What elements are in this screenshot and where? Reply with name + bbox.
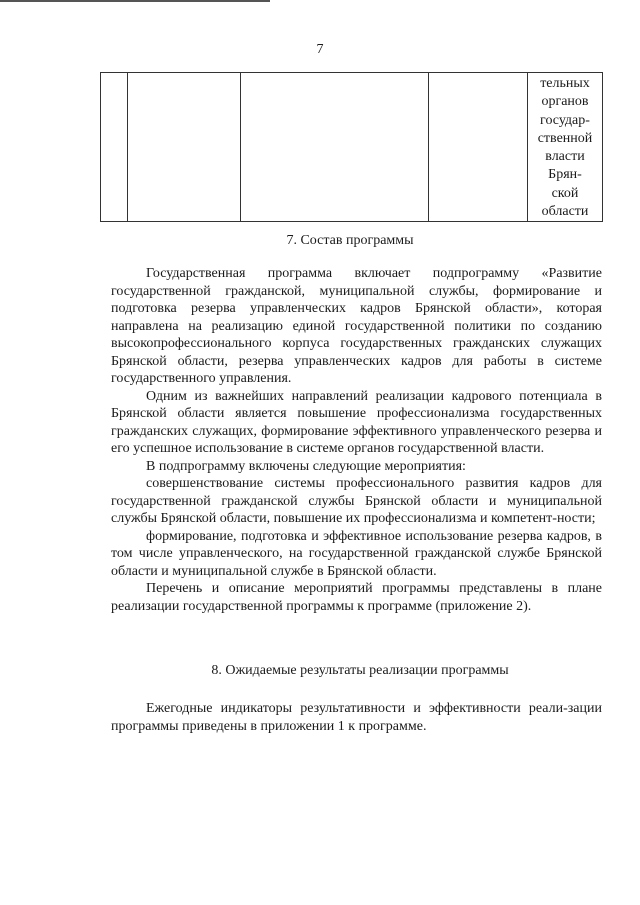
- paragraph: Ежегодные индикаторы результативности и эффективности реали-зации программы приведены в приложении 1 к программе.: [111, 701, 602, 734]
- paragraph: Одним из важнейших направлений реализации кадрового потенциала в Брянской области является повышение профессионализма государственных гражданских служащих, формирование эффективного управленческого резерва и его успешное использование в системе органов государственной власти.: [111, 388, 602, 456]
- paragraph: формирование, подготовка и эффективное использование резерва кадров, в том числе управленческого, на государственной гражданской службе Брянской области и муниципальной службе в Брянской области.: [111, 528, 602, 579]
- table-cell-line: ственной: [537, 130, 593, 146]
- table-cell-line: Брян-: [548, 167, 582, 183]
- table-cell-line: области: [541, 204, 589, 220]
- table-cell-1: [101, 73, 128, 222]
- paragraph: В подпрограмму включены следующие мероприятия:: [146, 458, 466, 474]
- table-cell-line: власти: [545, 149, 585, 165]
- table-cell-3: [241, 73, 429, 222]
- paragraph: Перечень и описание мероприятий программы представлены в плане реализации государственной программы к программе (приложение 2).: [111, 581, 602, 614]
- table-row: [101, 73, 603, 222]
- table-cell-line: ской: [551, 185, 579, 201]
- section-7-body: [111, 265, 602, 615]
- table-cell-4: [429, 73, 528, 222]
- page-number: 7: [316, 42, 324, 57]
- continued-table: [100, 72, 603, 222]
- section-7-title: 7. Состав программы: [286, 233, 414, 248]
- table-cell-last: [528, 73, 603, 222]
- scan-edge-line: [0, 0, 270, 2]
- section-8-title: 8. Ожидаемые результаты реализации программы: [211, 663, 509, 678]
- paragraph: совершенствование системы профессионального развития кадров для государственной гражданской службы Брянской области и муниципальной службы Брянской области, повышение их профессионализма и компетент-ности;: [111, 476, 602, 526]
- table-cell-line: органов: [541, 94, 589, 110]
- table-cell-2: [128, 73, 241, 222]
- paragraph: Государственная программа включает подпрограмму «Развитие государственной гражданской, муниципальной службы, формирование и подготовка резерва управленческих кадров Брянской области», которая направлена на реализацию единой государственной политики по созданию высокопрофессионального корпуса государственных гражданских служащих Брянской области, резерва управленческих кадров для работы в системе государственного управления.: [111, 266, 602, 386]
- table-cell-line: тельных: [540, 76, 590, 91]
- table-cell-line: государ-: [540, 112, 590, 128]
- section-8-body: [111, 700, 602, 735]
